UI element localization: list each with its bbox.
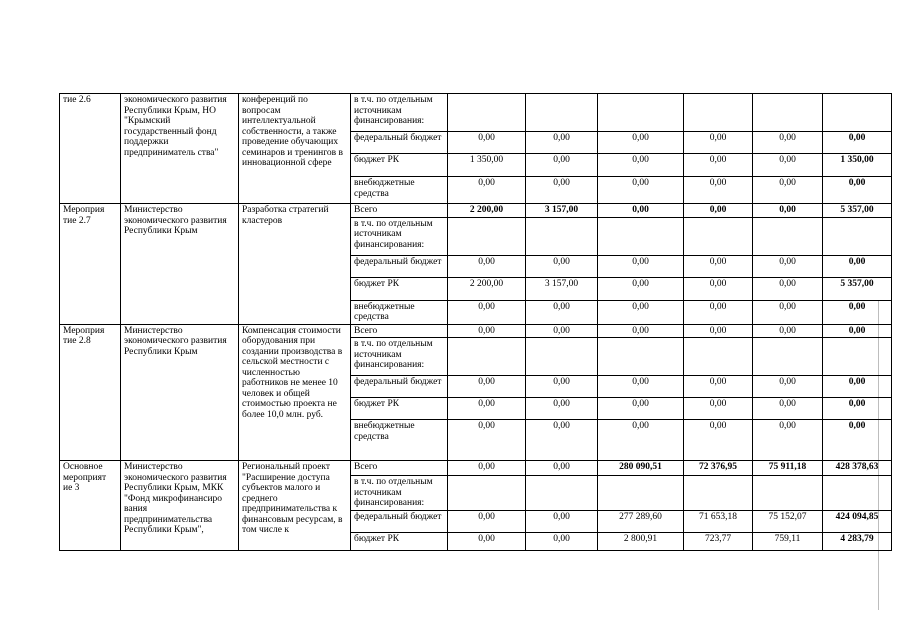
year-value-cell: 0,00 (753, 398, 823, 420)
funding-source-cell: в т.ч. по отдельным источникам финансирования: (351, 94, 448, 132)
executor-cell: Министерство экономического развития Республики Крым, МКК "Фонд микрофинансиро вания предпринимательства Республики Крым", (121, 461, 239, 551)
year-value-cell: 0,00 (526, 132, 598, 154)
year-value-cell: 0,00 (753, 376, 823, 398)
year-value-cell: 72 376,95 (684, 461, 753, 476)
year-value-cell (598, 338, 684, 376)
measure-description-cell: Разработка стратегий кластеров (239, 204, 351, 325)
total-value-cell: 0,00 (823, 255, 892, 277)
funding-source-cell: федеральный бюджет (351, 511, 448, 533)
year-value-cell: 0,00 (684, 420, 753, 461)
year-value-cell: 0,00 (598, 277, 684, 300)
year-value-cell: 0,00 (598, 204, 684, 218)
year-value-cell (753, 217, 823, 255)
year-value-cell: 0,00 (598, 300, 684, 324)
year-value-cell (598, 94, 684, 132)
year-value-cell: 0,00 (684, 324, 753, 338)
year-value-cell: 759,11 (753, 533, 823, 551)
executor-cell: экономического развития Республики Крым, НО "Крымский государственный фонд поддержки предприниматель ства" (121, 94, 239, 204)
year-value-cell: 0,00 (684, 204, 753, 218)
funding-source-cell: внебюджетные средства (351, 420, 448, 461)
total-value-cell: 0,00 (823, 420, 892, 461)
year-value-cell: 0,00 (526, 300, 598, 324)
year-value-cell: 0,00 (753, 300, 823, 324)
year-value-cell: 0,00 (448, 533, 526, 551)
table-row (60, 94, 892, 132)
funding-source-cell: Всего (351, 204, 448, 218)
year-value-cell: 0,00 (526, 154, 598, 177)
year-value-cell: 0,00 (526, 461, 598, 476)
year-value-cell: 0,00 (753, 204, 823, 218)
measure-description-cell: конференций по вопросам интеллектуальной собственности, а также проведение обучающих семинаров и тренингов в инновационной сфере (239, 94, 351, 204)
year-value-cell: 0,00 (448, 300, 526, 324)
year-value-cell: 0,00 (448, 376, 526, 398)
year-value-cell: 0,00 (684, 277, 753, 300)
funding-source-cell: федеральный бюджет (351, 255, 448, 277)
total-value-cell: 0,00 (823, 300, 892, 324)
total-value-cell: 4 283,79 (823, 533, 892, 551)
year-value-cell: 0,00 (684, 154, 753, 177)
funding-source-cell: бюджет РК (351, 277, 448, 300)
year-value-cell (526, 94, 598, 132)
year-value-cell: 0,00 (684, 255, 753, 277)
year-value-cell: 723,77 (684, 533, 753, 551)
year-value-cell (448, 217, 526, 255)
funding-source-cell: в т.ч. по отдельным источникам финансирования: (351, 217, 448, 255)
total-value-cell: 0,00 (823, 177, 892, 204)
year-value-cell: 0,00 (598, 255, 684, 277)
year-value-cell: 3 157,00 (526, 204, 598, 218)
year-value-cell (684, 338, 753, 376)
funding-source-cell: федеральный бюджет (351, 132, 448, 154)
year-value-cell (753, 338, 823, 376)
year-value-cell: 0,00 (598, 398, 684, 420)
year-value-cell: 0,00 (448, 420, 526, 461)
funding-source-cell: бюджет РК (351, 533, 448, 551)
year-value-cell: 0,00 (684, 132, 753, 154)
year-value-cell: 0,00 (684, 300, 753, 324)
year-value-cell: 2 200,00 (448, 204, 526, 218)
year-value-cell: 0,00 (753, 324, 823, 338)
executor-cell: Министерство экономического развития Республики Крым (121, 204, 239, 325)
year-value-cell: 0,00 (448, 461, 526, 476)
year-value-cell: 0,00 (448, 255, 526, 277)
measure-number-cell: тие 2.6 (60, 94, 121, 204)
year-value-cell (526, 476, 598, 511)
total-value-cell: 0,00 (823, 376, 892, 398)
year-value-cell: 1 350,00 (448, 154, 526, 177)
funding-source-cell: бюджет РК (351, 154, 448, 177)
year-value-cell: 277 289,60 (598, 511, 684, 533)
measure-number-cell: Мероприя тие 2.7 (60, 204, 121, 325)
year-value-cell: 75 911,18 (753, 461, 823, 476)
year-value-cell: 0,00 (598, 154, 684, 177)
total-value-cell (823, 94, 892, 132)
measure-number-cell: Основное мероприят ие 3 (60, 461, 121, 551)
year-value-cell: 0,00 (753, 154, 823, 177)
year-value-cell: 0,00 (448, 398, 526, 420)
year-value-cell: 75 152,07 (753, 511, 823, 533)
total-value-cell: 0,00 (823, 324, 892, 338)
year-value-cell: 0,00 (526, 324, 598, 338)
measure-number-cell: Мероприя тие 2.8 (60, 324, 121, 461)
year-value-cell: 71 653,18 (684, 511, 753, 533)
year-value-cell: 0,00 (598, 132, 684, 154)
year-value-cell: 2 200,00 (448, 277, 526, 300)
funding-source-cell: Всего (351, 461, 448, 476)
total-value-cell: 5 357,00 (823, 204, 892, 218)
year-value-cell: 0,00 (598, 376, 684, 398)
year-value-cell: 2 800,91 (598, 533, 684, 551)
year-value-cell (526, 338, 598, 376)
year-value-cell: 0,00 (753, 255, 823, 277)
table-row (60, 204, 892, 218)
year-value-cell (684, 94, 753, 132)
year-value-cell (753, 94, 823, 132)
executor-cell: Министерство экономического развития Республики Крым (121, 324, 239, 461)
year-value-cell: 0,00 (526, 420, 598, 461)
year-value-cell: 0,00 (753, 177, 823, 204)
year-value-cell: 0,00 (753, 277, 823, 300)
total-value-cell: 5 357,00 (823, 277, 892, 300)
year-value-cell (684, 476, 753, 511)
funding-source-cell: внебюджетные средства (351, 177, 448, 204)
year-value-cell: 0,00 (684, 376, 753, 398)
year-value-cell: 280 090,51 (598, 461, 684, 476)
funding-source-cell: Всего (351, 324, 448, 338)
funding-source-cell: в т.ч. по отдельным источникам финансирования: (351, 476, 448, 511)
table-row (60, 461, 892, 476)
funding-source-cell: в т.ч. по отдельным источникам финансирования: (351, 338, 448, 376)
table-body (60, 94, 892, 551)
year-value-cell (753, 476, 823, 511)
year-value-cell: 0,00 (526, 255, 598, 277)
year-value-cell (448, 476, 526, 511)
measure-description-cell: Компенсация стоимости оборудования при создании производства в сельской местности с численностью работников не менее 10 человек и общей стоимостью проекта не более 10,0 млн. руб. (239, 324, 351, 461)
year-value-cell: 0,00 (448, 324, 526, 338)
year-value-cell (526, 217, 598, 255)
financing-table (59, 93, 892, 551)
year-value-cell (598, 217, 684, 255)
year-value-cell: 0,00 (598, 324, 684, 338)
year-value-cell: 0,00 (598, 177, 684, 204)
table-row (60, 324, 892, 338)
year-value-cell (448, 94, 526, 132)
funding-source-cell: внебюджетные средства (351, 300, 448, 324)
year-value-cell: 0,00 (598, 420, 684, 461)
total-value-cell: 0,00 (823, 398, 892, 420)
total-value-cell (823, 217, 892, 255)
year-value-cell (598, 476, 684, 511)
year-value-cell: 0,00 (526, 511, 598, 533)
year-value-cell: 0,00 (753, 420, 823, 461)
total-value-cell (823, 476, 892, 511)
year-value-cell: 0,00 (526, 533, 598, 551)
year-value-cell: 0,00 (448, 511, 526, 533)
year-value-cell: 0,00 (526, 376, 598, 398)
total-value-cell: 428 378,63 (823, 461, 892, 476)
measure-description-cell: Региональный проект "Расширение доступа субъектов малого и среднего предпринимательства к финансовым ресурсам, в том числе к (239, 461, 351, 551)
year-value-cell: 0,00 (526, 398, 598, 420)
total-value-cell (823, 338, 892, 376)
total-value-cell: 424 094,85 (823, 511, 892, 533)
total-value-cell: 0,00 (823, 132, 892, 154)
total-value-cell: 1 350,00 (823, 154, 892, 177)
year-value-cell: 0,00 (448, 177, 526, 204)
year-value-cell (448, 338, 526, 376)
year-value-cell: 3 157,00 (526, 277, 598, 300)
year-value-cell (684, 217, 753, 255)
year-value-cell: 0,00 (526, 177, 598, 204)
funding-source-cell: бюджет РК (351, 398, 448, 420)
year-value-cell: 0,00 (448, 132, 526, 154)
year-value-cell: 0,00 (684, 398, 753, 420)
year-value-cell: 0,00 (753, 132, 823, 154)
funding-source-cell: федеральный бюджет (351, 376, 448, 398)
year-value-cell: 0,00 (684, 177, 753, 204)
